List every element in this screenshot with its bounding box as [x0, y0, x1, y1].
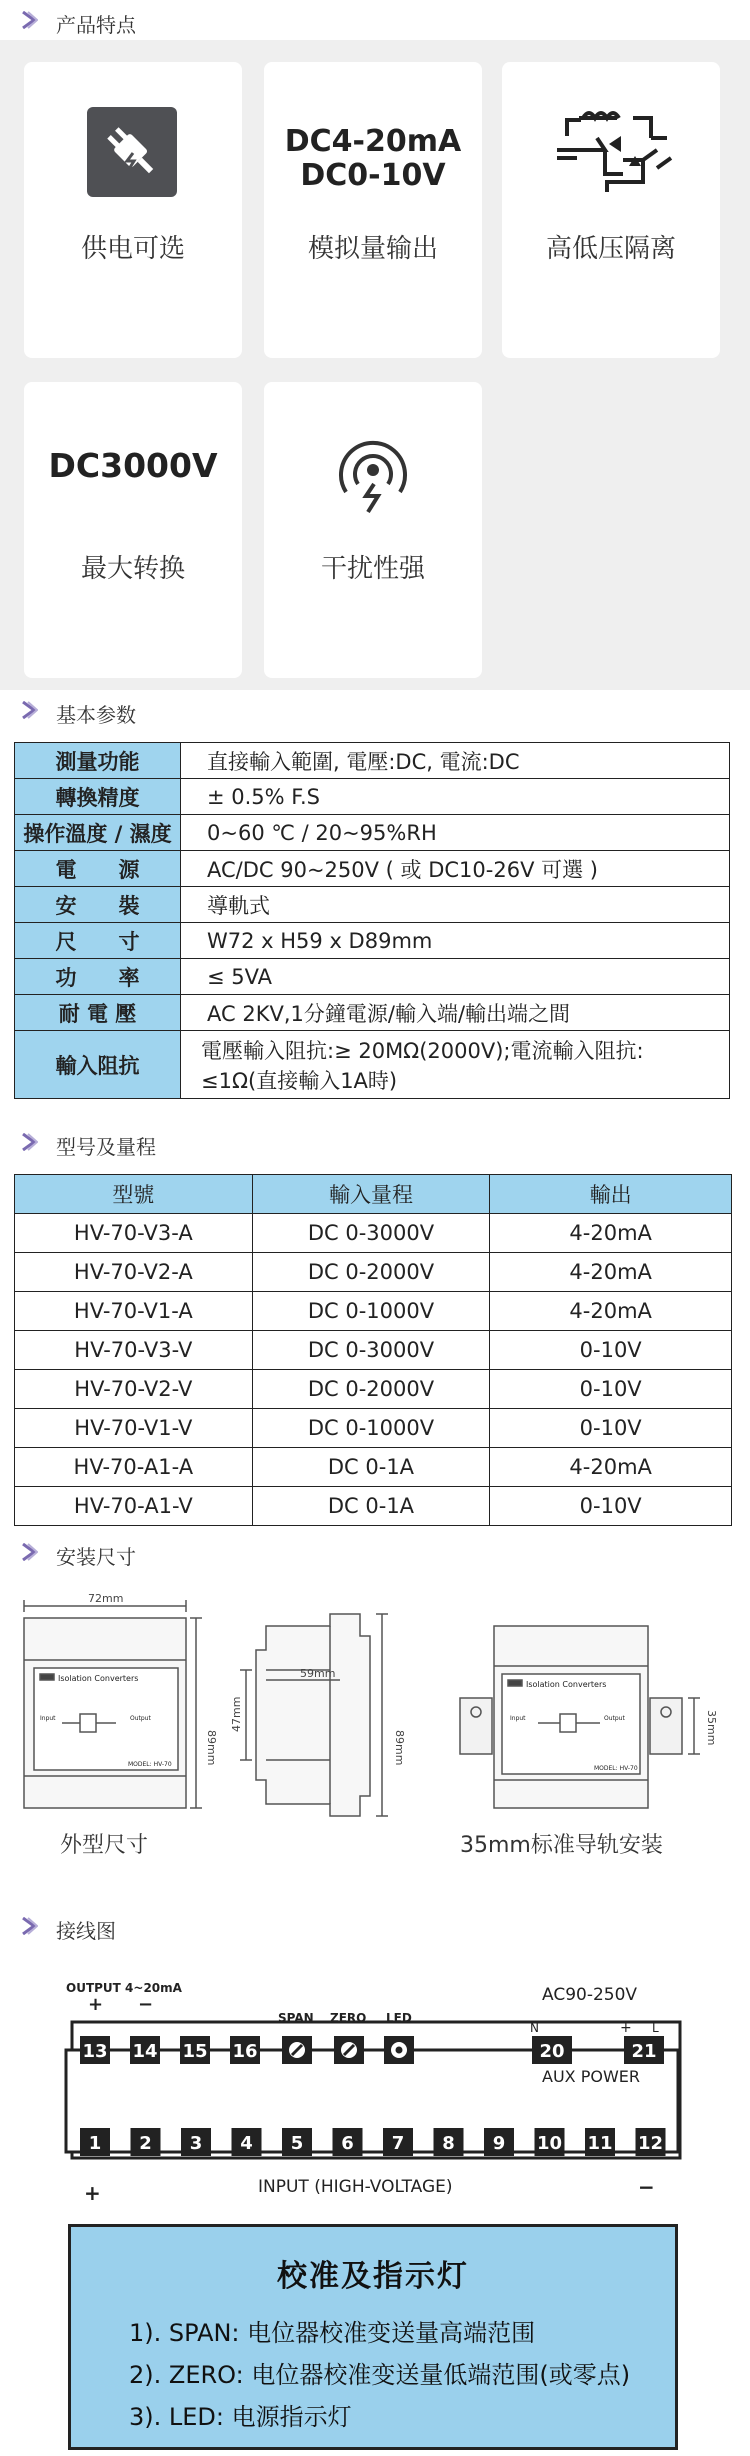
model-cell: DC 0-2000V [252, 1253, 490, 1292]
model-cell: HV-70-V2-V [15, 1370, 253, 1409]
terminal-bottom: 3 [189, 2133, 203, 2154]
param-row [15, 995, 730, 1031]
param-value: ± 0.5% F.S [181, 779, 730, 815]
param-value [181, 1031, 730, 1099]
model-cell: DC 0-3000V [252, 1214, 490, 1253]
model-cell: 0-10V [490, 1370, 732, 1409]
input-tag-front: Input [40, 1715, 56, 1722]
param-value: 直接輸入範圍, 電壓:DC, 電流:DC [181, 743, 730, 779]
feature-card-analog [264, 62, 482, 358]
dimension-drawings [0, 1590, 750, 1840]
output-plus: + [88, 1994, 104, 2015]
feature-label-interference: 干扰性强 [320, 554, 425, 584]
param-key: 耐 電 壓 [15, 995, 181, 1031]
power-plus: + [620, 2020, 632, 2036]
model-cell: DC 0-1A [252, 1487, 490, 1526]
interference-icon [328, 430, 418, 520]
models-title: 型号及量程 [56, 1135, 156, 1159]
model-cell: HV-70-V2-A [15, 1253, 253, 1292]
models-section-header [0, 1122, 750, 1162]
l-label: L [652, 2021, 659, 2035]
dim-89mm-front: 89mm [205, 1730, 218, 1766]
model-cell: 0-10V [490, 1331, 732, 1370]
model-tag-front: MODEL: HV-70 [128, 1761, 172, 1768]
terminal-bottom: 12 [637, 2133, 664, 2154]
calibration-line-zero: 2). ZERO: 电位器校准变送量低端范围(或零点) [129, 2361, 631, 2389]
wiring-diagram [0, 1966, 750, 2206]
output-minus: − [138, 1994, 154, 2015]
output-tag-rail: Output [604, 1715, 625, 1722]
param-value: 0~60 ℃ / 20~95%RH [181, 815, 730, 851]
caption-rail: 35mm标准导轨安装 [460, 1833, 663, 1858]
calibration-line-span: 1). SPAN: 电位器校准变送量高端范围 [129, 2319, 536, 2347]
terminal-bottom: 2 [139, 2133, 152, 2154]
led-label: LED [386, 2011, 412, 2025]
param-row [15, 923, 730, 959]
model-header-cell: 型號 [15, 1175, 253, 1214]
table-row [15, 1214, 732, 1253]
table-row [15, 1253, 732, 1292]
module-title-front: Isolation Converters [58, 1674, 139, 1683]
table-row [15, 1409, 732, 1448]
terminal-bottom: 5 [290, 2133, 304, 2154]
model-cell: HV-70-A1-A [15, 1448, 253, 1487]
param-row [15, 815, 730, 851]
output-tag-front: Output [130, 1715, 151, 1722]
param-row [15, 1031, 730, 1099]
param-row [15, 743, 730, 779]
param-key: 操作溫度 / 濕度 [15, 815, 181, 851]
feature-big-text-3000v: DC3000V [48, 446, 218, 485]
span-label: SPAN [278, 2011, 314, 2025]
params-section-header [0, 690, 750, 730]
input-tag-rail: Input [510, 1715, 526, 1722]
model-header-cell: 輸入量程 [252, 1175, 490, 1214]
param-value-line: 電壓輸入阻抗:≥ 20MΩ(2000V);電流輸入阻抗: [201, 1038, 644, 1063]
feature-card-isolation [502, 62, 720, 358]
terminal-bottom: 11 [587, 2133, 613, 2154]
dimensions-title: 安装尺寸 [56, 1545, 136, 1569]
dimensions-section-header [0, 1532, 750, 1572]
param-key: 電 源 [15, 851, 181, 887]
params-table [14, 742, 730, 1099]
model-cell: 4-20mA [490, 1214, 732, 1253]
chevron-right-icon [22, 1543, 38, 1561]
model-cell: DC 0-1000V [252, 1409, 490, 1448]
terminal-bottom: 10 [536, 2133, 563, 2154]
terminal-top: 13 [82, 2041, 108, 2062]
terminal-top: 14 [132, 2041, 158, 2062]
model-tag-rail: MODEL: HV-70 [594, 1765, 638, 1772]
param-key: 安 裝 [15, 887, 181, 923]
model-cell: 4-20mA [490, 1253, 732, 1292]
feature-card-max [24, 382, 242, 678]
features-section-header [0, 0, 750, 40]
led-indicator-mark [396, 2047, 403, 2054]
model-cell: 0-10V [490, 1487, 732, 1526]
terminal-power: 20 [539, 2041, 565, 2062]
terminal-power: 21 [631, 2041, 657, 2062]
dim-47mm: 47mm [230, 1696, 243, 1732]
feature-label-analog: 模拟量输出 [307, 234, 438, 264]
dim-35mm: 35mm [705, 1710, 718, 1746]
param-key: 功 率 [15, 959, 181, 995]
feature-label-max: 最大转换 [80, 554, 185, 584]
model-cell: DC 0-1000V [252, 1292, 490, 1331]
wiring-title: 接线图 [56, 1919, 116, 1943]
model-cell: DC 0-1A [252, 1448, 490, 1487]
param-row [15, 959, 730, 995]
param-row [15, 779, 730, 815]
feature-card-interference [264, 382, 482, 678]
param-row [15, 887, 730, 923]
table-row [15, 1292, 732, 1331]
table-row [15, 1331, 732, 1370]
input-plus: + [84, 2181, 101, 2205]
chevron-right-icon [22, 1133, 38, 1151]
model-header-cell: 輸出 [490, 1175, 732, 1214]
terminal-top: 16 [232, 2041, 258, 2062]
ac-label: AC90-250V [542, 1985, 638, 2005]
chevron-right-icon [22, 701, 38, 719]
model-cell: HV-70-V1-V [15, 1409, 253, 1448]
model-cell: HV-70-V3-V [15, 1331, 253, 1370]
model-cell: HV-70-V1-A [15, 1292, 253, 1331]
param-value: ≤ 5VA [181, 959, 730, 995]
param-row [15, 851, 730, 887]
terminal-bottom: 7 [391, 2133, 405, 2154]
dim-89mm-side: 89mm [393, 1730, 406, 1766]
chevron-right-icon [22, 11, 38, 29]
model-cell: 4-20mA [490, 1448, 732, 1487]
model-cell: DC 0-2000V [252, 1370, 490, 1409]
input-label: INPUT (HIGH-VOLTAGE) [258, 2177, 453, 2197]
terminal-bottom: 9 [492, 2133, 506, 2154]
param-value: AC 2KV,1分鐘電源/輸入端/輸出端之間 [181, 995, 730, 1031]
wiring-section-header [0, 1906, 750, 1946]
model-cell: HV-70-A1-V [15, 1487, 253, 1526]
zero-label: ZERO [330, 2011, 367, 2025]
features-title: 产品特点 [56, 13, 136, 37]
terminal-top: 15 [182, 2041, 208, 2062]
feature-label-isolation: 高低压隔离 [545, 234, 676, 264]
chevron-right-icon [22, 1917, 38, 1935]
dim-59mm: 59mm [300, 1667, 336, 1680]
terminal-bottom: 6 [341, 2133, 354, 2154]
feature-card-power [24, 62, 242, 358]
param-value: AC/DC 90~250V ( 或 DC10-26V 可選 ) [181, 851, 730, 887]
plug-icon [87, 107, 177, 197]
caption-outline: 外型尺寸 [60, 1833, 149, 1858]
table-row [15, 1370, 732, 1409]
terminal-bottom: 4 [240, 2133, 253, 2154]
models-table [14, 1174, 732, 1526]
circuit-icon [547, 108, 677, 194]
model-cell: 0-10V [490, 1409, 732, 1448]
aux-power-label: AUX POWER [542, 2067, 640, 2086]
table-row [15, 1487, 732, 1526]
param-key: 測量功能 [15, 743, 181, 779]
input-minus: − [638, 2175, 655, 2199]
calibration-line-led: 3). LED: 电源指示灯 [129, 2403, 352, 2431]
dim-72mm: 72mm [88, 1592, 124, 1605]
param-key: 轉換精度 [15, 779, 181, 815]
model-cell: HV-70-V3-A [15, 1214, 253, 1253]
calibration-title: 校准及指示灯 [277, 2259, 469, 2294]
module-title-rail: Isolation Converters [526, 1680, 607, 1689]
param-value-line: ≤1Ω(直接輸入1A時) [201, 1068, 398, 1093]
param-value: W72 x H59 x D89mm [181, 923, 730, 959]
param-value: 導軌式 [181, 887, 730, 923]
table-row [15, 1448, 732, 1487]
terminal-bottom: 8 [442, 2133, 455, 2154]
feature-big-text-1: DC4-20mA [284, 124, 462, 159]
model-cell: DC 0-3000V [252, 1331, 490, 1370]
feature-big-text-2: DC0-10V [300, 158, 446, 193]
model-cell: 4-20mA [490, 1292, 732, 1331]
param-key: 輸入阻抗 [15, 1031, 181, 1099]
param-key: 尺 寸 [15, 923, 181, 959]
terminal-bottom: 1 [88, 2133, 102, 2154]
feature-label-power: 供电可选 [80, 234, 185, 264]
output-label: OUTPUT 4~20mA [66, 1981, 182, 1995]
params-title: 基本参数 [56, 703, 136, 727]
n-label: N [530, 2021, 539, 2035]
calibration-box [68, 2224, 678, 2450]
